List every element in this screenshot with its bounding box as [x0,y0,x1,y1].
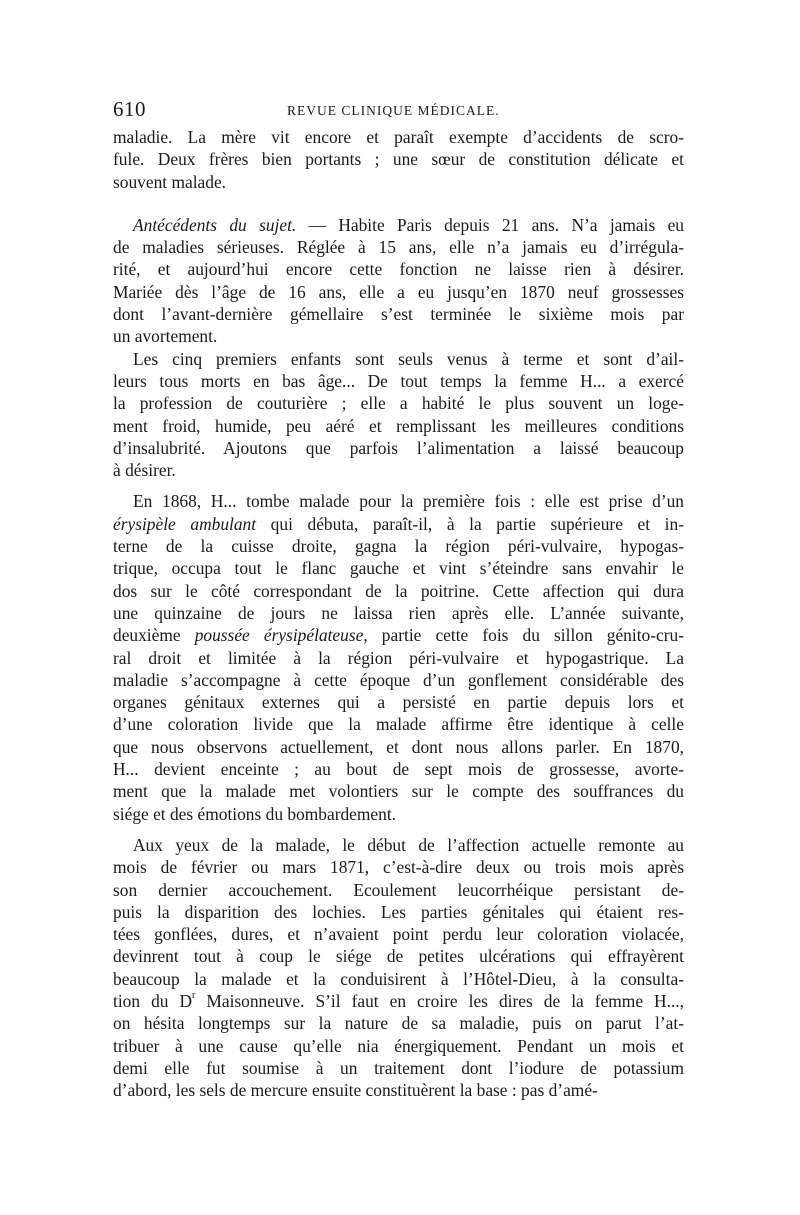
text-line: puis la disparition des lochies. Les parties génitales qui étaient res- [113,901,684,922]
text-line: d’abord, les sels de mercure ensuite constituèrent la base : pas d’amé- [113,1080,598,1101]
text-line: siége et des émotions du bombardement. [113,803,397,824]
text-line: on hésita longtemps sur la nature de sa maladie, puis on parut l’at- [113,1013,684,1034]
text-line: d’une coloration livide que la malade affirme être identique à celle [113,714,684,735]
text-line: rité, et aujourd’hui encore cette fonction ne laisse rien à désirer. [113,259,684,280]
text-line: à désirer. [113,460,176,481]
text-line: ment froid, humide, peu aéré et remplissant les meilleures conditions [113,415,684,436]
text-line: trique, occupa tout le flanc gauche et vint s’éteindre sans envahir le [113,558,684,579]
text-line: de maladies sérieuses. Réglée à 15 ans, elle n’a jamais eu d’irrégula- [113,237,684,258]
text-line: beaucoup la malade et la conduisirent à l’Hôtel-Dieu, à la consulta- [113,968,684,989]
page-number: 610 [113,97,146,121]
text-line: mois de février ou mars 1871, c’est-à-dire deux ou trois mois après [113,857,684,878]
text-line: fule. Deux frères bien portants ; une sœur de constitution délicate et [113,149,684,170]
text-line: maladie. La mère vit encore et paraît exempte d’accidents de scro- [113,127,684,147]
paragraph [113,490,684,824]
text-line: tion du $D^r$ Maisonneuve. S’il faut en croire les dires de la femme H..., [113,989,684,1011]
section-heading: Antécédents du sujet. [133,214,297,235]
text-line: que nous observons actuellement, et dont nous allons parler. En 1870, [113,736,684,757]
text-line: terne de la cuisse droite, gagna la région péri-vulvaire, hypogas- [113,536,684,557]
text-line: En 1868, H... tombe malade pour la première fois : elle est prise d’un [133,491,684,512]
text-line: Aux yeux de la malade, le début de l’affection actuelle remonte au [133,834,684,855]
body-text [113,126,684,1101]
page-header [113,97,683,125]
text-line: Antécédents du sujet. — Habite Paris depuis 21 ans. N’a jamais eu [133,214,684,235]
text-line: ment que la malade met volontiers sur le compte des souffrances du [113,781,684,802]
text-line: Mariée dès l’âge de 16 ans, elle a eu jusqu’en 1870 neuf grossesses [113,281,684,302]
text-line: H... devient enceinte ; au bout de sept mois de grossesse, avorte- [113,759,684,780]
text-line: deuxième poussée érysipélateuse, partie cette fois du sillon génito-cru- [113,625,685,646]
text-line: tées gonflées, dures, et n’avaient point perdu leur coloration violacée, [113,924,684,945]
text-line: Les cinq premiers enfants sont seuls venus à terme et sont d’ail- [133,348,684,369]
running-title: REVUE CLINIQUE MÉDICALE. [287,103,500,118]
paragraph [113,834,684,1102]
text-line: son dernier accouchement. Ecoulement leucorrhéique persistant de- [113,879,684,900]
paragraph [113,126,684,193]
text-line: ral droit et limitée à la région péri-vulvaire et hypogastrique. La [113,647,684,668]
paragraph [113,348,684,482]
text-line: la profession de couturière ; elle a habité le plus souvent un loge- [113,393,684,414]
text-line: maladie s’accompagne à cette époque d’un gonflement considérable des [113,669,684,690]
text-line: dont l’avant-dernière gémellaire s’est terminée le sixième mois par [113,304,684,325]
text-line: tribuer à une cause qu’elle nia énergiquement. Pendant un mois et [113,1035,684,1056]
text-line: érysipèle ambulant qui débuta, paraît-il, à la partie supérieure et in- [113,513,684,534]
text-line: souvent malade. [113,171,227,192]
text-line: d’insalubrité. Ajoutons que parfois l’alimentation a laissé beaucoup [113,437,684,458]
text-line: demi elle fut soumise à un traitement dont l’iodure de potassium [113,1057,684,1078]
text-line: organes génitaux externes qui a persisté en partie depuis lors et [113,692,684,713]
text-line: leurs tous morts en bas âge... De tout temps la femme H... a exercé [113,370,684,391]
text-line: devinrent tout à coup le siége de petites ulcérations qui effrayèrent [113,946,684,967]
text-line: un avortement. [113,326,218,347]
paragraph [113,214,684,348]
text-line: une quinzaine de jours ne laissa rien après elle. L’année suivante, [113,602,684,623]
text-line: dos sur le côté correspondant de la poitrine. Cette affection qui dura [113,580,684,601]
